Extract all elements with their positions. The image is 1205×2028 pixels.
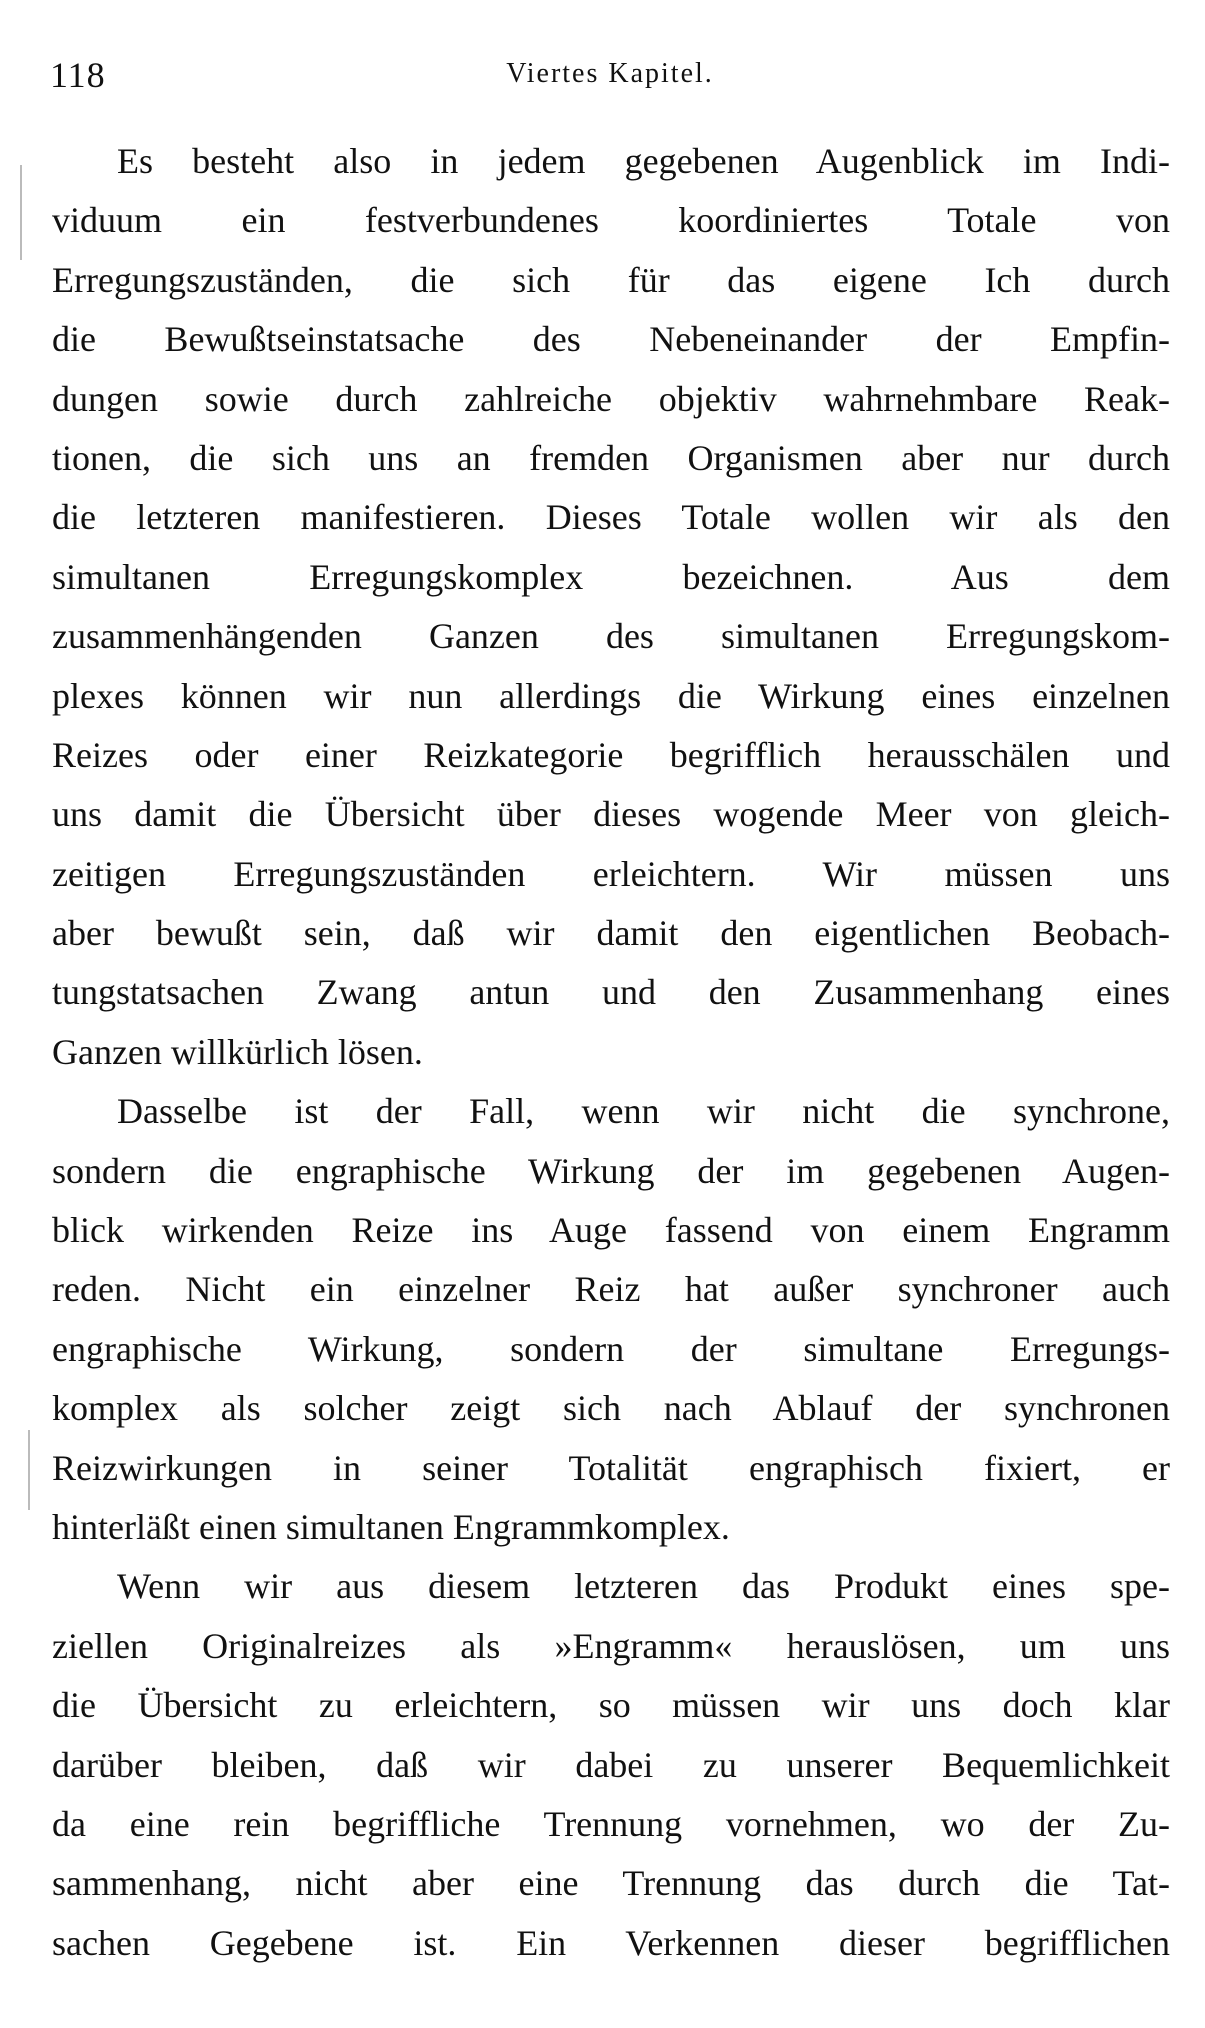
page-header [50, 54, 1170, 104]
text-line: Es besteht also in jedem gegebenen Augenblick im Indi- [117, 141, 1170, 181]
text-line: tionen, die sich uns an fremden Organismen aber nur durch [52, 437, 1170, 478]
text-line: plexes können wir nun allerdings die Wirkung eines einzelnen [52, 675, 1170, 716]
margin-scan-mark [20, 165, 22, 260]
text-line: blick wirkenden Reize ins Auge fassend von einem Engramm [52, 1210, 1170, 1251]
text-line: die letzteren manifestieren. Dieses Totale wollen wir als den [52, 497, 1170, 538]
text-line: Wenn wir aus diesem letzteren das Produkt eines spe- [117, 1566, 1170, 1607]
text-line: Reizes oder einer Reizkategorie begrifflich herausschälen und [52, 734, 1170, 775]
text-line: sondern die engraphische Wirkung der im gegebenen Augen- [52, 1150, 1170, 1191]
page-number: 118 [50, 55, 106, 95]
text-line: sammenhang, nicht aber eine Trennung das durch die Tat- [52, 1863, 1170, 1904]
text-line: Ganzen willkürlich lösen. [52, 1031, 423, 1072]
text-line: dungen sowie durch zahlreiche objektiv wahrnehmbare Reak- [52, 378, 1170, 419]
text-line: da eine rein begriffliche Trennung vornehmen, wo der Zu- [52, 1803, 1170, 1844]
text-line: simultanen Erregungskomplex bezeichnen. Aus dem [52, 556, 1170, 597]
text-line: viduum ein festverbundenes koordiniertes Totale von [52, 200, 1170, 241]
text-line: darüber bleiben, daß wir dabei zu unserer Bequemlichkeit [52, 1744, 1170, 1785]
text-line: Reizwirkungen in seiner Totalität engraphisch fixiert, er [52, 1447, 1170, 1488]
text-line: zeitigen Erregungszuständen erleichtern. Wir müssen uns [52, 853, 1170, 894]
text-line: zusammenhängenden Ganzen des simultanen Erregungskom- [52, 616, 1170, 657]
text-line: hinterläßt einen simultanen Engrammkomplex. [52, 1506, 730, 1547]
text-line: Dasselbe ist der Fall, wenn wir nicht die synchrone, [117, 1091, 1170, 1132]
margin-scan-mark [28, 1430, 30, 1510]
text-line: engraphische Wirkung, sondern der simultane Erregungs- [52, 1328, 1170, 1369]
text-line: die Übersicht zu erleichtern, so müssen wir uns doch klar [52, 1685, 1170, 1726]
text-line: reden. Nicht ein einzelner Reiz hat außer synchroner auch [52, 1269, 1170, 1310]
text-line: Erregungszuständen, die sich für das eigene Ich durch [52, 259, 1170, 300]
text-line: sachen Gegebene ist. Ein Verkennen dieser begrifflichen [52, 1922, 1170, 1963]
text-line: aber bewußt sein, daß wir damit den eigentlichen Beobach- [52, 913, 1170, 954]
text-line: die Bewußtseinstatsache des Nebeneinander der Empfin- [52, 319, 1170, 360]
text-line: uns damit die Übersicht über dieses wogende Meer von gleich- [52, 794, 1170, 835]
text-line: tungstatsachen Zwang antun und den Zusammenhang eines [52, 972, 1170, 1013]
running-head: Viertes Kapitel. [506, 58, 714, 89]
text-line: komplex als solcher zeigt sich nach Ablauf der synchronen [52, 1388, 1170, 1429]
body-text [52, 132, 1170, 1973]
text-line: ziellen Originalreizes als »Engramm« herauslösen, um uns [52, 1625, 1170, 1666]
